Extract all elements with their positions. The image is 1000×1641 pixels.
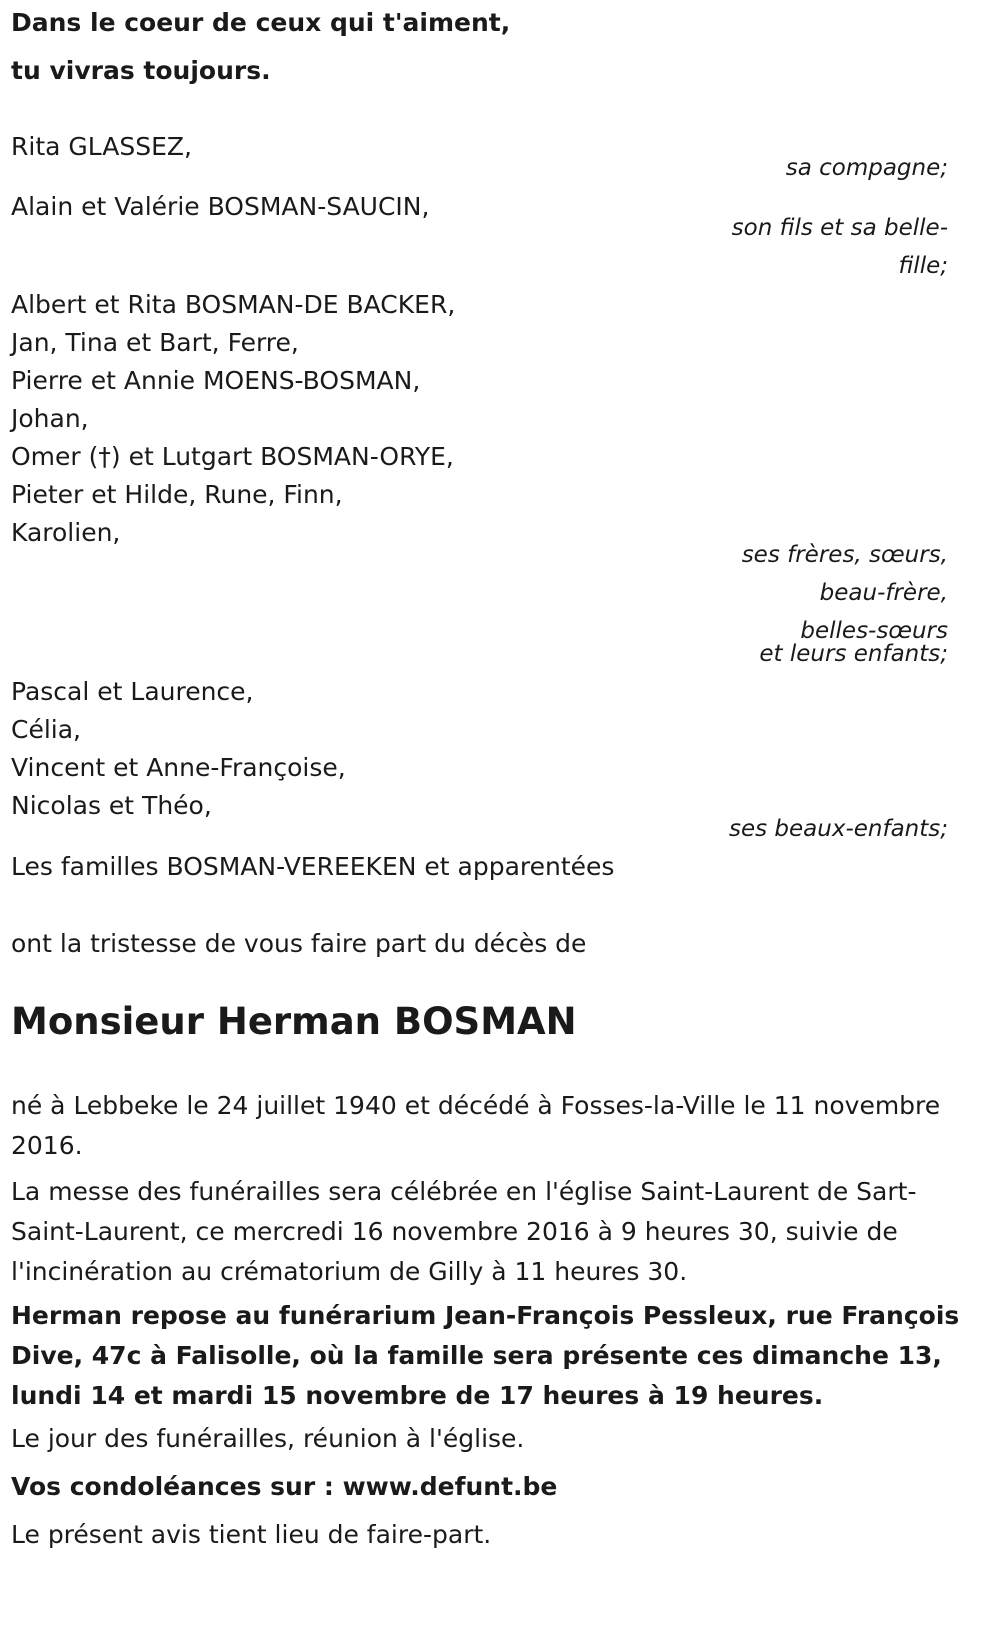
stepchild-line: Vincent et Anne-Françoise, <box>11 753 346 782</box>
sibling-line: Pierre et Annie MOENS-BOSMAN, <box>11 366 421 395</box>
son-name: Alain et Valérie BOSMAN-SAUCIN, <box>11 192 430 221</box>
stepchild-line: Pascal et Laurence, <box>11 677 254 706</box>
siblings-relation-line: ses frères, sœurs, <box>741 542 948 568</box>
sibling-line: Jan, Tina et Bart, Ferre, <box>11 328 299 357</box>
announcement: ont la tristesse de vous faire part du décès de <box>11 929 587 958</box>
visitation-paragraph: Herman repose au funérarium Jean-François Pessleux, rue François Dive, 47c à Falisolle, où la famille sera présente ces dimanche 13, lundi 14 et mardi 15 novembre de 17 heures à 19 heures. <box>11 1301 960 1410</box>
meeting-paragraph: Le jour des funérailles, réunion à l'église. <box>11 1424 525 1453</box>
notice-line: Le présent avis tient lieu de faire-part. <box>11 1520 492 1549</box>
condolences-line: Vos condoléances sur : www.defunt.be <box>11 1472 558 1501</box>
stepchild-line: Nicolas et Théo, <box>11 791 212 820</box>
sibling-line: Pieter et Hilde, Rune, Finn, <box>11 480 343 509</box>
deceased-name: Monsieur Herman BOSMAN <box>11 1000 577 1043</box>
sibling-line: Karolien, <box>11 518 121 547</box>
families-line: Les familles BOSMAN-VEREEKEN et apparentées <box>11 852 615 881</box>
birth-death-paragraph: né à Lebbeke le 24 juillet 1940 et décédé à Fosses-la-Ville le 11 novembre 2016. <box>11 1091 941 1160</box>
companion-relation: sa compagne; <box>785 155 948 181</box>
sibling-line: Albert et Rita BOSMAN-DE BACKER, <box>11 290 456 319</box>
sibling-line: Johan, <box>11 404 89 433</box>
siblings-relation-line: beau-frère, <box>819 580 948 606</box>
stepchildren-relation: ses beaux-enfants; <box>728 816 948 842</box>
siblings-relation-line: belles-sœurs <box>800 618 948 644</box>
epigraph-line-2: tu vivras toujours. <box>11 56 271 85</box>
son-relation-line-2: fille; <box>898 253 948 279</box>
epigraph-line-1: Dans le coeur de ceux qui t'aiment, <box>11 8 511 37</box>
stepchild-line: Célia, <box>11 715 81 744</box>
son-relation-line-1: son fils et sa belle- <box>731 215 948 241</box>
funeral-paragraph: La messe des funérailles sera célébrée en l'église Saint-Laurent de Sart-Saint-Laurent, ce mercredi 16 novembre 2016 à 9 heures 30, suivie de l'incinération au crématorium de Gilly à 11 heures 30. <box>11 1177 917 1286</box>
siblings-relation-line: et leurs enfants; <box>759 641 948 667</box>
companion-name: Rita GLASSEZ, <box>11 132 192 161</box>
sibling-line: Omer (†) et Lutgart BOSMAN-ORYE, <box>11 442 454 471</box>
